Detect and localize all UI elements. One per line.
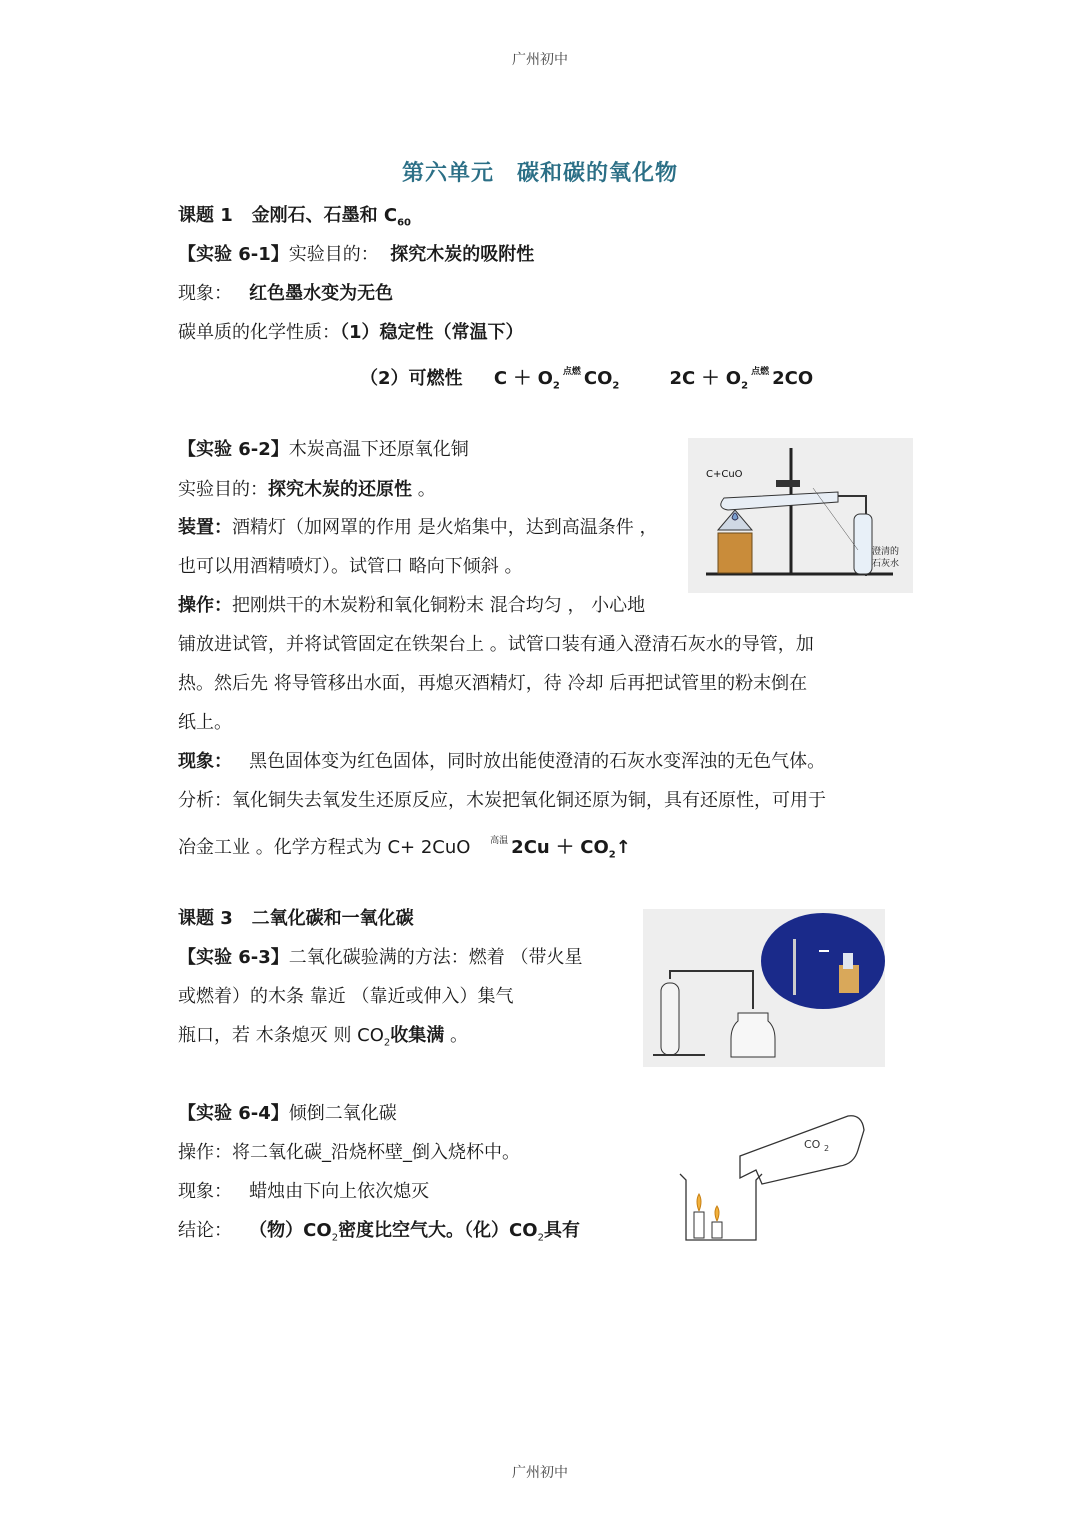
exp64-heading [178,1101,397,1127]
eq2-o2-sub: 2 [741,380,749,392]
exp64-title: 倾倒二氧化碳 [288,1103,397,1124]
eq2-condition: 点燃 [751,367,770,377]
exp62-device-line2: 也可以用酒精喷灯）。试管口 略向下倾斜 。 [178,556,523,577]
exp62-co2-sub: 2 [608,849,616,861]
exp62-device1: 酒精灯（加网罩的作用 是火焰集中，达到高温条件 ， [232,517,658,538]
fig-co2-label: CO [804,1138,821,1151]
exp62-ana-label: 分析： [178,790,232,811]
exp64-con-c: 具有 [543,1220,580,1241]
figure-pour-co2 [670,1108,870,1248]
eq1-o2-sub: 2 [552,380,560,392]
exp63-line3 [178,1023,468,1057]
exp62-purpose: 探究木炭的还原性 [268,479,412,500]
chem-label: 碳单质的化学性质： [178,322,340,343]
exp62-heading [178,437,469,463]
carbon-chem-props [178,320,524,346]
exp64-con-b: 密度比空气大。（化）CO [338,1220,538,1241]
exp63-tag: 【实验 6-3】 [178,947,289,968]
page-title: 第六单元 碳和碳的氧化物 [401,161,678,186]
eq1-condition: 点燃 [562,367,581,377]
eq2-left: 2C ＋ O [669,368,742,389]
exp62-purpose-line [178,477,436,503]
exp62-op-line4: 纸上。 [178,712,232,733]
page-header: 广州初中 [512,52,568,68]
exp61-heading [178,242,534,268]
exp63-line1 [178,945,583,971]
fig-label-c-cuo: C+CuO [706,469,743,480]
figure-co2-collection [643,909,885,1067]
exp64-tag: 【实验 6-4】 [178,1103,289,1124]
gas-arrow: ↑ [615,837,631,858]
exp62-tag: 【实验 6-2】 [178,439,289,460]
exp62-phen: 黑色固体变为红色固体，同时放出能使澄清的石灰水变浑浊的无色气体。 [249,751,826,772]
exp61-purpose-label: 实验目的： [288,244,379,265]
exp62-analysis-line1 [178,788,826,814]
fig-label-limewater-1: 澄清的 [872,547,900,557]
fig-label-limewater-2: 石灰水 [872,559,900,569]
exp63-line3c: 。 [444,1025,469,1046]
exp61-tag: 【实验 6-1】 [178,244,289,265]
exp62-phenomenon [178,749,825,775]
exp64-con-label: 结论： [178,1220,232,1241]
exp64-phenomenon [178,1179,429,1205]
exp64-operation [178,1140,520,1166]
exp62-op-line1 [178,593,645,619]
lesson1-heading [178,203,411,237]
exp63-line3b: 收集满 [390,1025,445,1046]
exp64-op-label: 操作： [178,1142,232,1163]
fig-co2-label-sub: 2 [824,1144,830,1153]
lesson1-label: 课题 1 [178,205,233,226]
exp62-op-line3: 热。然后先 将导管移出水面，再熄灭酒精灯，待 冷却 后再把试管里的粉末倒在 [178,673,808,694]
exp62-ana2: 冶金工业 。化学方程式为 C+ 2CuO [178,837,471,858]
exp62-purpose-label: 实验目的： [178,479,268,500]
exp64-phen-label: 现象： [178,1181,232,1202]
lesson3-heading [178,906,414,932]
exp61-phenomenon [178,281,393,307]
exp64-op: 将二氧化碳_沿烧杯壁_倒入烧杯中。 [232,1142,520,1163]
combustion-equations [360,359,813,400]
exp62-eq-right: 2Cu ＋ CO [511,837,609,858]
exp62-ana1: 氧化铜失去氧发生还原反应，木炭把氧化铜还原为铜，具有还原性，可用于 [232,790,826,811]
exp64-co2-sub-2: 2 [537,1232,544,1244]
exp63-line3a: 瓶口，若 木条熄灭 则 CO [178,1025,384,1046]
exp64-conclusion [178,1218,580,1252]
exp62-op-line2: 铺放进试管，并将试管固定在铁架台上 。试管口装有通入澄清石灰水的导管，加 [178,634,814,655]
lesson1-name: 金刚石、石墨和 C [251,205,398,226]
page-footer: 广州初中 [512,1465,568,1481]
lesson3-name: 二氧化碳和一氧化碳 [251,908,414,929]
exp62-op1: 把刚烘干的木炭粉和氧化铜粉末 混合均匀 ， 小心地 [232,595,646,616]
lesson3-label: 课题 3 [178,908,233,929]
exp64-co2-sub-1: 2 [331,1232,339,1244]
c60-subscript: 60 [397,217,412,229]
exp62-analysis-line2 [178,828,631,869]
prop-combustible: （2）可燃性 [360,368,463,389]
eq2-right: 2CO [772,368,814,389]
exp62-eq-condition: 高温 [490,836,509,846]
exp62-phen-label: 现象： [178,751,232,772]
prop-stable: （1）稳定性（常温下） [340,322,524,343]
eq1-co2-sub: 2 [612,380,620,392]
exp61-phen-label: 现象： [178,283,232,304]
exp62-op-label: 操作： [178,595,232,616]
figure-carbon-reduction [688,438,913,593]
exp64-phen: 蜡烛由下向上依次熄灭 [249,1181,430,1202]
exp62-device-line1 [178,515,657,541]
exp63-co2-sub: 2 [383,1037,391,1049]
exp63-line1-text: 二氧化碳验满的方法：燃着 （带火星 [288,947,583,968]
exp62-purpose-end: 。 [412,479,436,500]
exp61-phen: 红色墨水变为无色 [249,283,394,304]
exp63-line2: 或燃着）的木条 靠近 （靠近或伸入）集气 [178,986,514,1007]
exp62-title: 木炭高温下还原氧化铜 [288,439,469,460]
exp64-con-a: （物）CO [249,1220,332,1241]
eq1-left: C ＋ O [493,368,553,389]
eq1-right: CO [583,368,613,389]
exp61-purpose: 探究木炭的吸附性 [390,244,535,265]
exp62-device-label: 装置： [178,517,232,538]
